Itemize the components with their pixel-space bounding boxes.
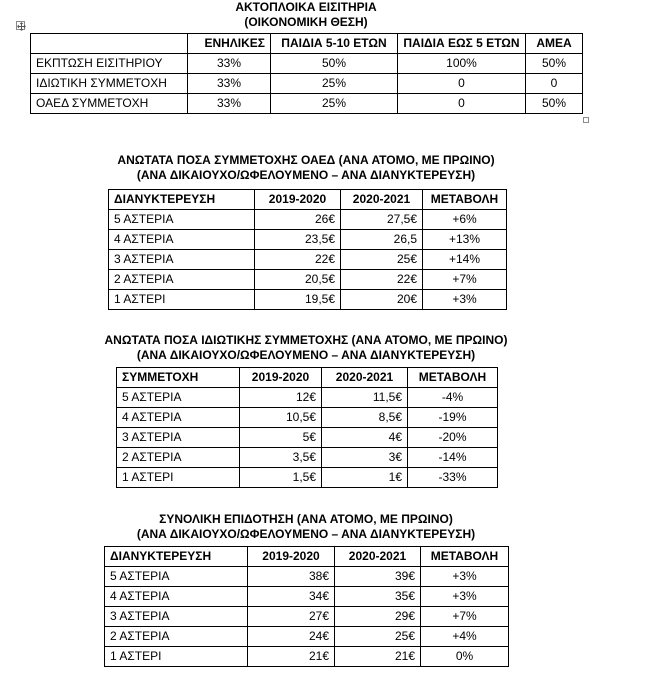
table-cell: 0 <box>526 74 583 94</box>
table-cell: 34€ <box>248 587 335 607</box>
table-row <box>117 408 498 428</box>
table2-title-line2: (ΑΝΑ ΔΙΚΑΙΟΥΧΟ/ΩΦΕΛΟΥΜΕΝΟ – ΑΝΑ ΔΙΑΝΥΚΤΕΡΕΥΣΗ) <box>136 168 476 182</box>
table-row <box>105 567 509 587</box>
table-cell: 50% <box>526 54 583 74</box>
row-label-cell: 1 ΑΣΤΕΡΙ <box>117 468 240 488</box>
table4-title-line2: (ΑΝΑ ΔΙΚΑΙΟΥΧΟ/ΩΦΕΛΟΥΜΕΝΟ – ΑΝΑ ΔΙΑΝΥΚΤΕΡΕΥΣΗ) <box>136 527 476 541</box>
table-cell: 38€ <box>248 567 335 587</box>
table-cell: +7% <box>423 270 507 290</box>
table-resize-handle[interactable] <box>583 117 589 123</box>
table-cell: 29€ <box>335 607 421 627</box>
table-total-subsidy <box>104 546 509 667</box>
table-row <box>105 607 509 627</box>
table-cell: +3% <box>421 587 509 607</box>
table-oaed-contribution <box>108 189 507 310</box>
table-cell: 19,5€ <box>255 290 341 310</box>
table-row <box>109 210 507 230</box>
row-label-cell: 3 ΑΣΤΕΡΙΑ <box>105 607 248 627</box>
table-cell: 3€ <box>322 448 408 468</box>
table-cell: 1€ <box>322 468 408 488</box>
table-cell: -33% <box>408 468 498 488</box>
table-cell: 10,5€ <box>240 408 322 428</box>
table-row <box>109 270 507 290</box>
table-cell: 20€ <box>341 290 423 310</box>
table-ferry-tickets <box>30 33 583 114</box>
table-cell: 4€ <box>322 428 408 448</box>
row-label-cell: ΟΑΕΔ ΣΥΜΜΕΤΟΧΗ <box>31 94 188 114</box>
table-row <box>117 448 498 468</box>
row-label-cell: 5 ΑΣΤΕΡΙΑ <box>105 567 248 587</box>
table-cell: 25€ <box>341 250 423 270</box>
table-cell: 23,5€ <box>255 230 341 250</box>
header-cell: ΠΑΙΔΙΑ ΕΩΣ 5 ΕΤΩΝ <box>398 34 526 54</box>
row-label-cell: 4 ΑΣΤΕΡΙΑ <box>109 230 255 250</box>
table4-title-line1: ΣΥΝΟΛΙΚΗ ΕΠΙΔΟΤΗΣΗ (ΑΝΑ ΑΤΟΜΟ, ΜΕ ΠΡΩΙΝΟ) <box>159 512 453 526</box>
table-cell: 39€ <box>335 567 421 587</box>
table-row <box>117 468 498 488</box>
table-cell: 0% <box>421 647 509 667</box>
table-cell: 1,5€ <box>240 468 322 488</box>
header-cell: ΜΕΤΑΒΟΛΗ <box>423 190 507 210</box>
table3-title-line1: ΑΝΩΤΑΤΑ ΠΟΣΑ ΙΔΙΩΤΙΚΗΣ ΣΥΜΜΕΤΟΧΗΣ (ΑΝΑ ΑΤΟΜΟ, ΜΕ ΠΡΩΙΝΟ) <box>104 333 508 347</box>
table-cell: 21€ <box>335 647 421 667</box>
table-cell: 3,5€ <box>240 448 322 468</box>
table1-title-line2: (ΟΙΚΟΝΟΜΙΚΗ ΘΕΣΗ) <box>244 15 368 29</box>
table-cell: 33% <box>188 94 271 114</box>
table-cell: 25€ <box>335 627 421 647</box>
table-cell: 25% <box>271 94 398 114</box>
table-cell: 50% <box>271 54 398 74</box>
table-cell: +3% <box>421 567 509 587</box>
table-cell: 0 <box>398 74 526 94</box>
row-label-cell: 5 ΑΣΤΕΡΙΑ <box>109 210 255 230</box>
table-cell: -4% <box>408 388 498 408</box>
header-cell: 2020-2021 <box>341 190 423 210</box>
table-cell: -19% <box>408 408 498 428</box>
table-header-row <box>31 34 583 54</box>
header-cell: ΜΕΤΑΒΟΛΗ <box>408 368 498 388</box>
table-row <box>105 647 509 667</box>
table-row <box>105 587 509 607</box>
table-cell: 11,5€ <box>322 388 408 408</box>
header-cell: ΔΙΑΝΥΚΤΕΡΕΥΣΗ <box>109 190 255 210</box>
row-label-cell: ΕΚΠΤΩΣΗ ΕΙΣΙΤΗΡΙΟΥ <box>31 54 188 74</box>
header-cell: 2019-2020 <box>240 368 322 388</box>
row-label-cell: 4 ΑΣΤΕΡΙΑ <box>117 408 240 428</box>
row-label-cell: 2 ΑΣΤΕΡΙΑ <box>105 627 248 647</box>
header-cell: ΕΝΗΛΙΚΕΣ <box>188 34 271 54</box>
header-cell: ΑΜΕΑ <box>526 34 583 54</box>
table-cell: +4% <box>421 627 509 647</box>
table-header-row <box>105 547 509 567</box>
table-row <box>31 74 583 94</box>
table-private-contribution <box>116 367 498 488</box>
table-cell: 21€ <box>248 647 335 667</box>
header-cell: 2020-2021 <box>335 547 421 567</box>
header-cell: 2019-2020 <box>248 547 335 567</box>
header-cell: ΔΙΑΝΥΚΤΕΡΕΥΣΗ <box>105 547 248 567</box>
table-row <box>117 428 498 448</box>
table-cell: 8,5€ <box>322 408 408 428</box>
header-cell: 2019-2020 <box>255 190 341 210</box>
table-cell: -14% <box>408 448 498 468</box>
table-row <box>105 627 509 647</box>
table-row <box>109 230 507 250</box>
table-header-row <box>117 368 498 388</box>
table-cell: +13% <box>423 230 507 250</box>
table-cell: +3% <box>423 290 507 310</box>
table-cell: +6% <box>423 210 507 230</box>
table-cell: 12€ <box>240 388 322 408</box>
table-cell: +14% <box>423 250 507 270</box>
row-label-cell: 5 ΑΣΤΕΡΙΑ <box>117 388 240 408</box>
row-label-cell: 3 ΑΣΤΕΡΙΑ <box>109 250 255 270</box>
table-cell: 27,5€ <box>341 210 423 230</box>
table-cell: 26€ <box>255 210 341 230</box>
row-label-cell: ΙΔΙΩΤΙΚΗ ΣΥΜΜΕΤΟΧΗ <box>31 74 188 94</box>
row-label-cell: 2 ΑΣΤΕΡΙΑ <box>117 448 240 468</box>
table-row <box>109 290 507 310</box>
row-label-cell: 4 ΑΣΤΕΡΙΑ <box>105 587 248 607</box>
header-cell: 2020-2021 <box>322 368 408 388</box>
table-cell: 26,5 <box>341 230 423 250</box>
header-cell: ΜΕΤΑΒΟΛΗ <box>421 547 509 567</box>
table-row <box>117 388 498 408</box>
table-cell: 24€ <box>248 627 335 647</box>
table-cell: 50% <box>526 94 583 114</box>
table-cell: 27€ <box>248 607 335 627</box>
table-cell: +7% <box>421 607 509 627</box>
table-cell: 5€ <box>240 428 322 448</box>
header-cell: ΣΥΜΜΕΤΟΧΗ <box>117 368 240 388</box>
table-cell: 100% <box>398 54 526 74</box>
table-header-row <box>109 190 507 210</box>
table-row <box>31 94 583 114</box>
table-cell: 22€ <box>255 250 341 270</box>
table-row <box>31 54 583 74</box>
table-cell: 33% <box>188 54 271 74</box>
header-cell: ΠΑΙΔΙΑ 5-10 ΕΤΩΝ <box>271 34 398 54</box>
table1-title-line1: ΑΚΤΟΠΛΟΙΚΑ ΕΙΣΙΤΗΡΙΑ <box>235 0 377 14</box>
table-cell: 20,5€ <box>255 270 341 290</box>
row-label-cell: 3 ΑΣΤΕΡΙΑ <box>117 428 240 448</box>
row-label-cell: 2 ΑΣΤΕΡΙΑ <box>109 270 255 290</box>
header-cell <box>31 34 188 54</box>
table-cell: 22€ <box>341 270 423 290</box>
table-cell: 35€ <box>335 587 421 607</box>
table-cell: 0 <box>398 94 526 114</box>
table-cell: 33% <box>188 74 271 94</box>
move-arrows-icon <box>17 22 26 31</box>
table-row <box>109 250 507 270</box>
table3-title-line2: (ΑΝΑ ΔΙΚΑΙΟΥΧΟ/ΩΦΕΛΟΥΜΕΝΟ – ΑΝΑ ΔΙΑΝΥΚΤΕΡΕΥΣΗ) <box>136 348 476 362</box>
row-label-cell: 1 ΑΣΤΕΡΙ <box>105 647 248 667</box>
table-cell: -20% <box>408 428 498 448</box>
table-cell: 25% <box>271 74 398 94</box>
table2-title-line1: ΑΝΩΤΑΤΑ ΠΟΣΑ ΣΥΜΜΕΤΟΧΗΣ ΟΑΕΔ (ΑΝΑ ΑΤΟΜΟ, ΜΕ ΠΡΩΙΝΟ) <box>117 153 495 167</box>
table-move-handle[interactable] <box>16 21 25 30</box>
row-label-cell: 1 ΑΣΤΕΡΙ <box>109 290 255 310</box>
